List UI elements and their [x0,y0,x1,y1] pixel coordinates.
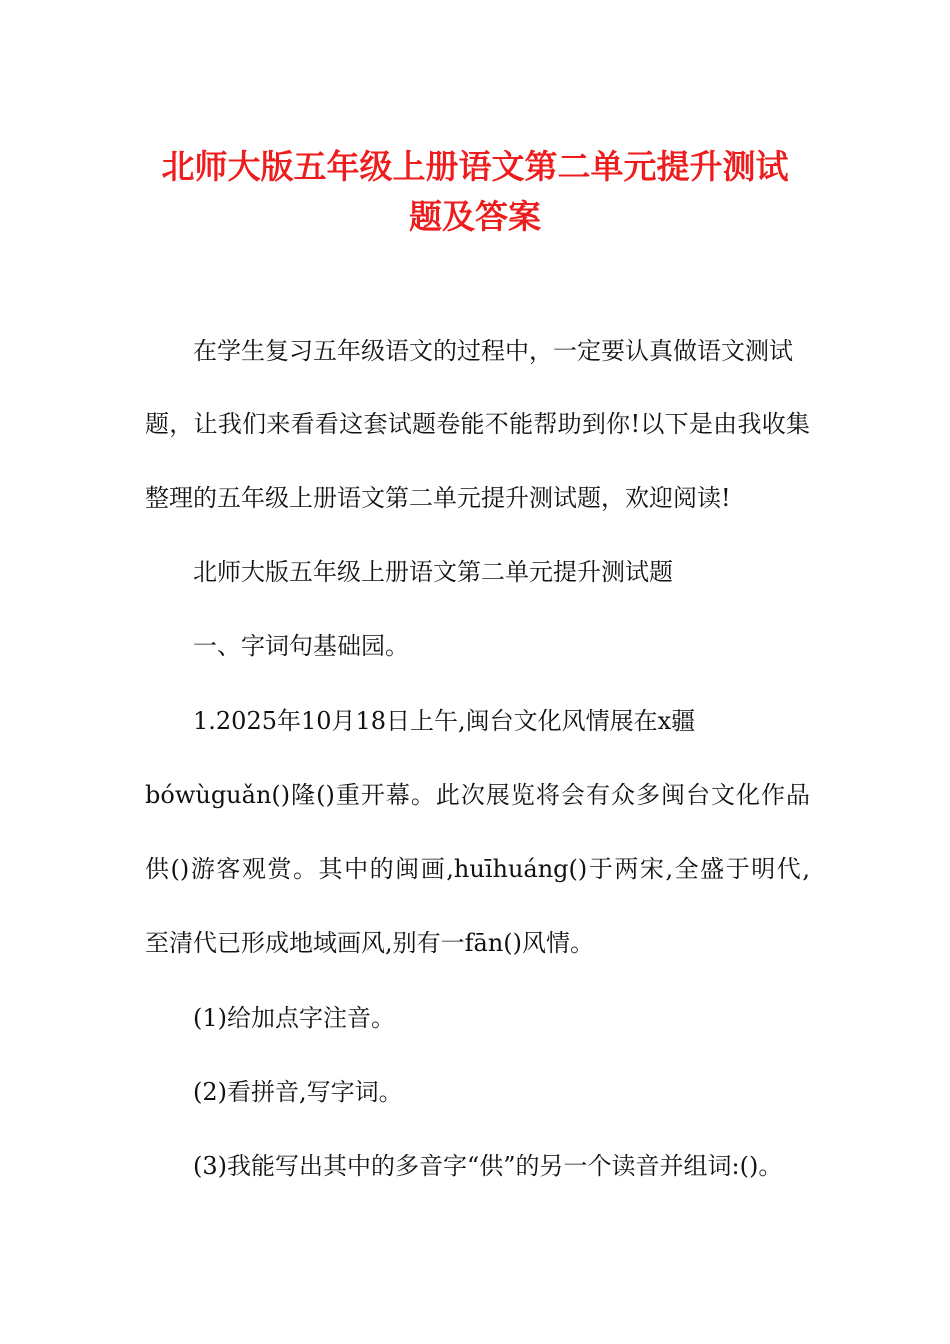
intro-line-3: 整理的五年级上册语文第二单元提升测试题，欢迎阅读! [145,484,731,512]
intro-line-2: 题，让我们来看看这套试题卷能不能帮助到你!以下是由我收集 [145,410,810,438]
question-1-line-1: 1.2025年10月18日上午,闽台文化风情展在x疆 [193,707,696,735]
sub-question-3: (3)我能写出其中的多音字“供”的另一个读音并组词:()。 [193,1152,783,1180]
sub-question-1: (1)给加点字注音。 [193,1004,395,1032]
sub-question-2: (2)看拼音,写字词。 [193,1078,403,1106]
title-line-1: 北师大版五年级上册语文第二单元提升测试 [161,147,789,186]
document-title [120,142,830,242]
title-line-2: 题及答案 [409,197,541,236]
question-1-line-4: 至清代已形成地域画风,别有一fān()风情。 [145,929,595,957]
subtitle: 北师大版五年级上册语文第二单元提升测试题 [193,558,673,586]
question-1-line-3: 供()游客观赏。其中的闽画,huīhuáng()于两宋,全盛于明代, [145,855,810,883]
section-heading: 一、字词句基础园。 [193,632,409,660]
intro-line-1: 在学生复习五年级语文的过程中，一定要认真做语文测试 [193,337,793,365]
question-1-line-2: bówùguǎn()隆()重开幕。此次展览将会有众多闽台文化作品 [145,781,810,809]
